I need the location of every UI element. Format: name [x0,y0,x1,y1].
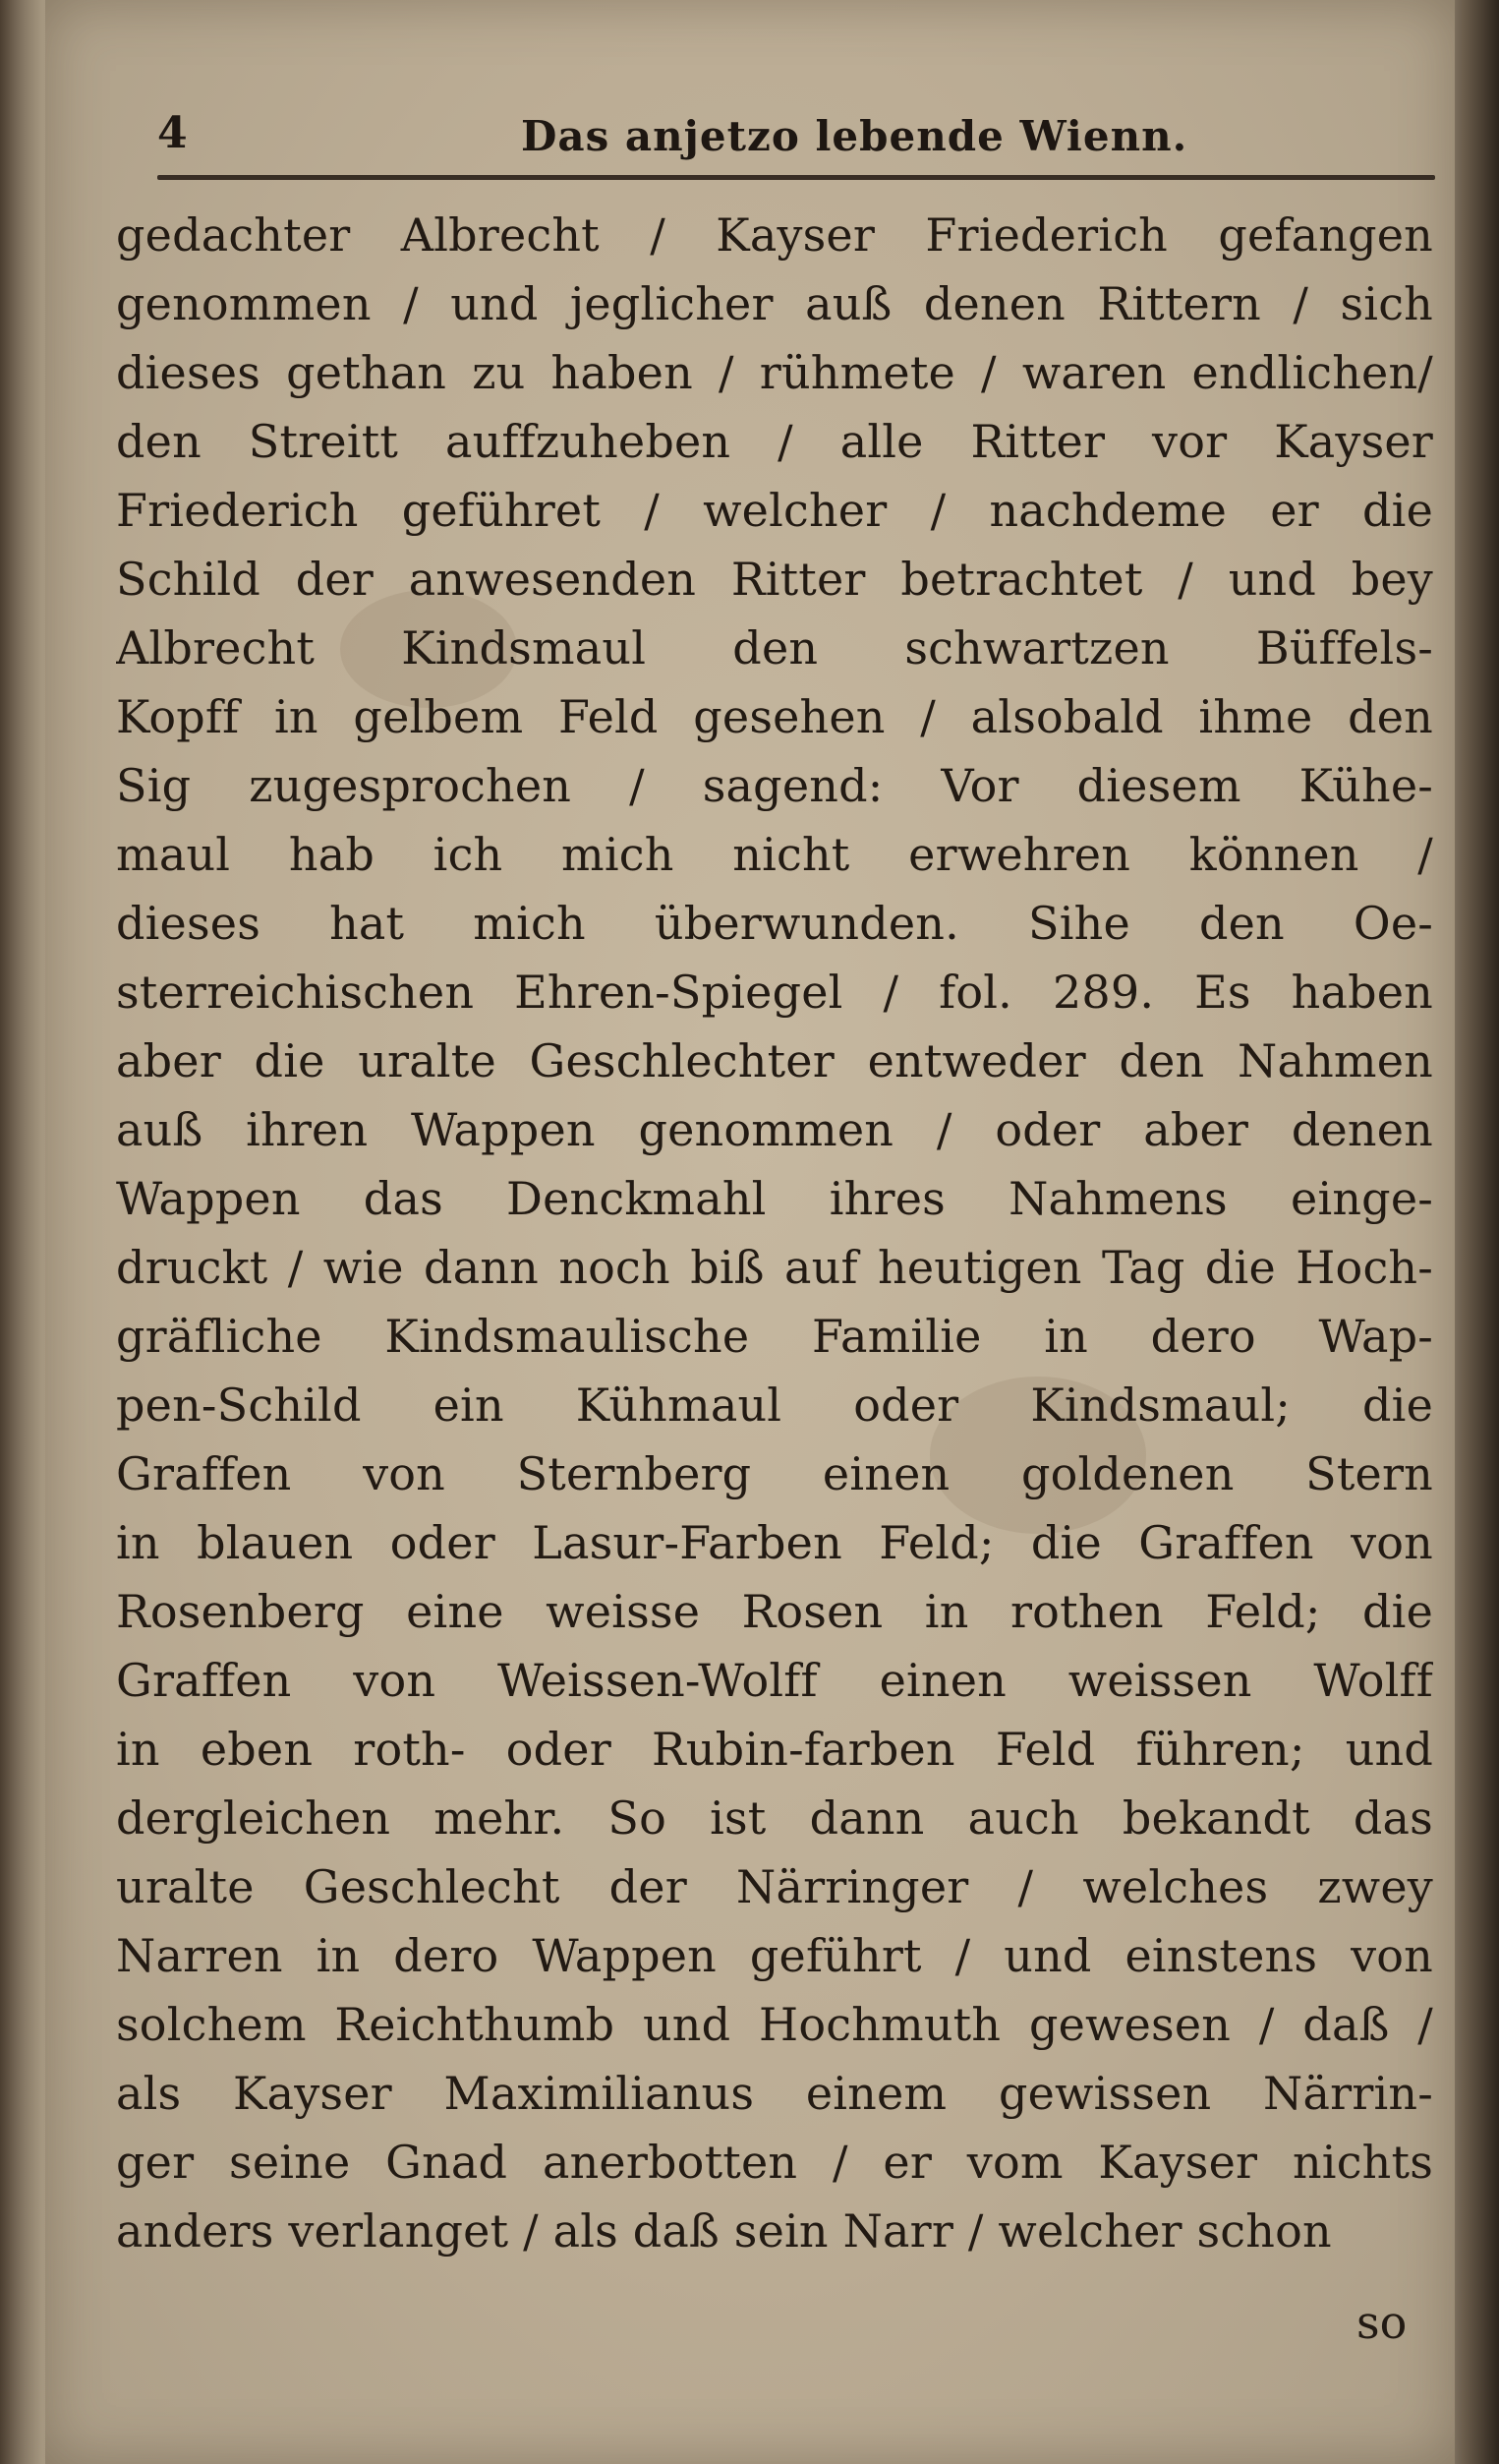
text-line: maul hab ich mich nicht erwehren können / [116,828,1433,881]
text-line: dieses gethan zu haben / rühmete / waren endlichen/ [116,346,1433,399]
text-line: anders verlanget / als daß sein Narr / welcher schon [116,2204,1332,2258]
text-line: in eben roth- oder Rubin-farben Feld führen; und [116,1723,1433,1776]
text-line: Kopff in gelbem Feld gesehen / alsobald ihme den [116,690,1433,743]
text-line: ger seine Gnad anerbotten / er vom Kayser nichts [116,2136,1433,2189]
text-line: auß ihren Wappen genommen / oder aber denen [116,1103,1433,1156]
text-line: den Streitt auffzuheben / alle Ritter vor Kayser [116,415,1433,468]
page-header [157,108,1435,167]
text-line: uralte Geschlecht der Närringer / welches zwey [116,1860,1433,1913]
text-line: in blauen oder Lasur-Farben Feld; die Graffen von [116,1516,1433,1569]
text-line: gräfliche Kindsmaulische Familie in dero Wap- [116,1310,1433,1363]
text-line: dieses hat mich überwunden. Sihe den Oe- [116,897,1433,950]
text-line: Schild der anwesenden Ritter betrachtet / und bey [116,553,1433,606]
text-line: dergleichen mehr. So ist dann auch bekandt das [116,1791,1433,1845]
header-rule [157,175,1435,180]
text-line: Narren in dero Wappen geführt / und einstens von [116,1929,1433,1982]
page-number: 4 [157,108,188,158]
text-line: gedachter Albrecht / Kayser Friederich gefangen [116,208,1433,262]
text-line: Friederich geführet / welcher / nachdeme er die [116,484,1433,537]
running-title: Das anjetzo lebende Wienn. [521,112,1188,160]
text-line: Graffen von Weissen-Wolff einen weissen Wolff [116,1654,1433,1707]
text-line: Sig zugesprochen / sagend: Vor diesem Kühe- [116,759,1433,812]
body-text [116,201,1433,2265]
text-line: Rosenberg eine weisse Rosen in rothen Feld; die [116,1585,1433,1638]
text-line: Albrecht Kindsmaul den schwartzen Büffels- [116,621,1433,675]
text-line: solchem Reichthumb und Hochmuth gewesen / daß / [116,1998,1433,2051]
text-line: als Kayser Maximilianus einem gewissen Närrin- [116,2067,1433,2120]
text-line: genommen / und jeglicher auß denen Rittern / sich [116,277,1433,330]
page-edge [1462,0,1499,2464]
catchword: so [1356,2296,1408,2349]
text-line: druckt / wie dann noch biß auf heutigen Tag die Hoch- [116,1241,1433,1294]
text-line: aber die uralte Geschlechter entweder den Nahmen [116,1034,1433,1087]
text-line: pen-Schild ein Kühmaul oder Kindsmaul; die [116,1379,1433,1432]
text-line: Wappen das Denckmahl ihres Nahmens einge- [116,1172,1433,1225]
text-line: Graffen von Sternberg einen goldenen Stern [116,1447,1433,1500]
text-line: sterreichischen Ehren-Spiegel / fol. 289. Es haben [116,966,1433,1019]
